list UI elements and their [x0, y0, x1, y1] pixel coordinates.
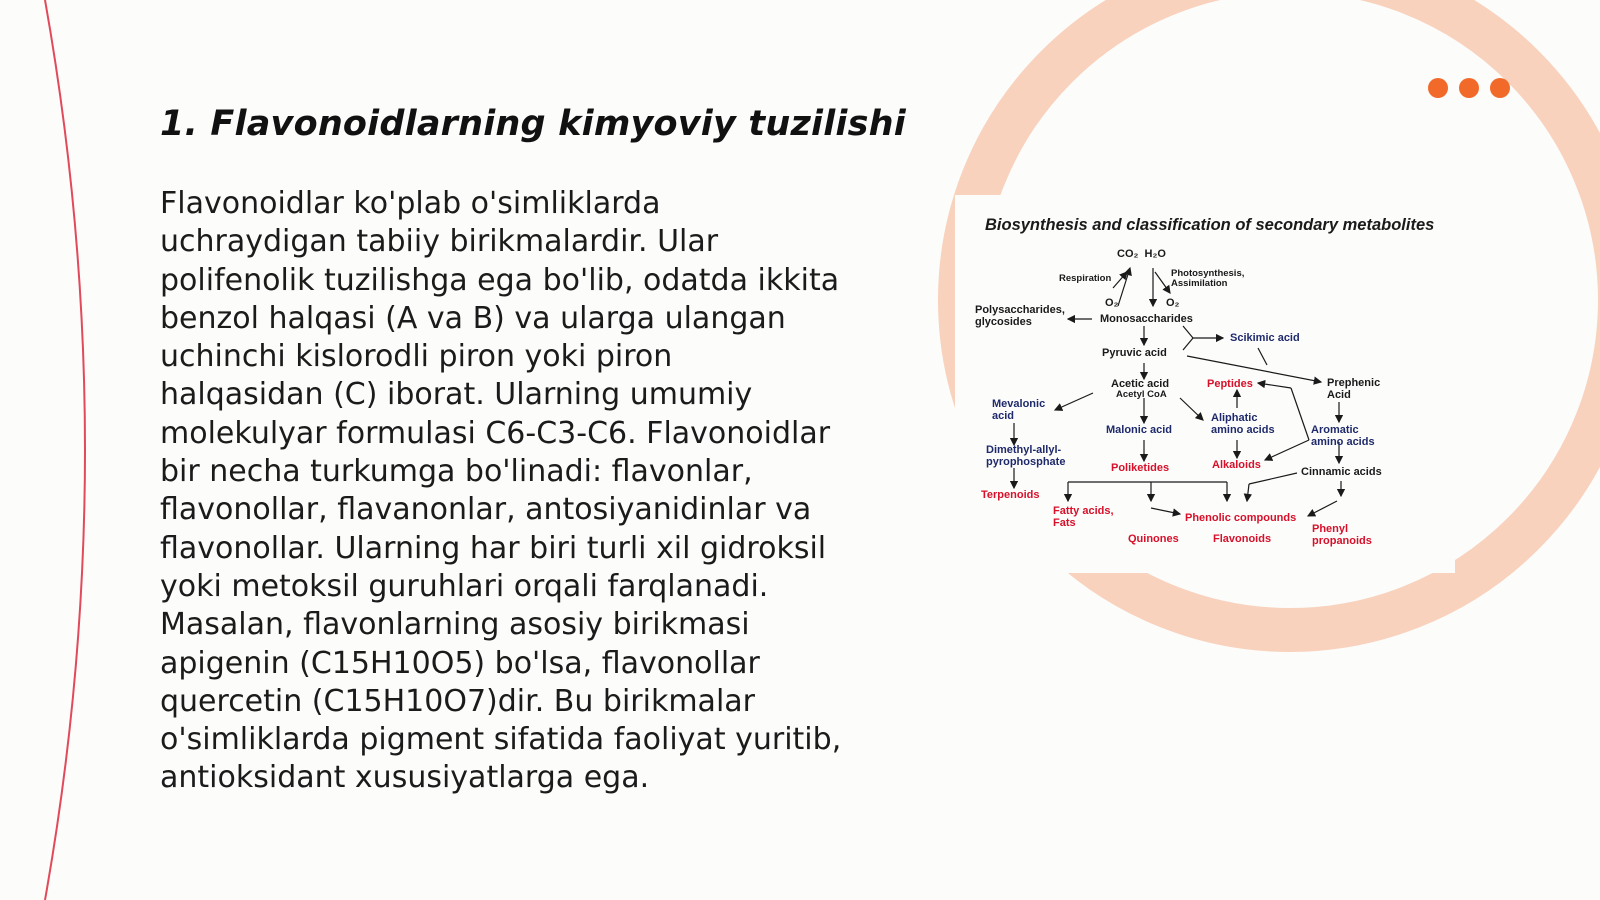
body-line: uchinchi kislorodli piron yoki piron [160, 339, 673, 375]
node-terpenoids: Terpenoids [981, 489, 1040, 501]
node-fatty-acids: Fatty acids, Fats [1053, 505, 1114, 529]
decorative-dot [1428, 78, 1448, 98]
decorative-dot [1490, 78, 1510, 98]
body-line: quercetin (C15H10O7)dir. Bu birikmalar [160, 683, 755, 719]
diagram-title: Biosynthesis and classification of secondary metabolites [985, 216, 1435, 234]
node-scikimic-acid: Scikimic acid [1230, 332, 1300, 344]
node-quinones: Quinones [1128, 533, 1179, 545]
node-aromatic-amino-acids: Aromatic amino acids [1311, 424, 1375, 448]
body-line: Flavonoidlar ko'plab o'simliklarda [160, 186, 661, 221]
metabolites-diagram-figure [975, 208, 1445, 578]
body-line: molekulyar formulasi C6-C3-C6. Flavonoidlar [160, 415, 831, 451]
decorative-dots [1428, 78, 1510, 98]
body-line: halqasidan (C) iborat. Ularning umumiy [160, 377, 753, 413]
node-poliketides: Poliketides [1111, 462, 1170, 474]
body-line: polifenolik tuzilishga ega bo'lib, odatda ikkita [160, 262, 840, 298]
node-acetic-acid: Acetic acid [1111, 378, 1170, 390]
left-curve-line [45, 0, 85, 900]
body-line: Masalan, flavonlarning asosiy birikmasi [160, 607, 750, 643]
node-prephenic-acid: Prephenic Acid [1327, 377, 1381, 401]
node-malonic-acid: Malonic acid [1106, 424, 1173, 436]
node-pyruvic-acid: Pyruvic acid [1102, 347, 1167, 359]
node-mevalonic-acid: Mevalonic acid [992, 398, 1046, 422]
node-respiration: Respiration [1059, 273, 1112, 284]
body-line: flavonollar. Ularning har biri turli xil gidroksil [160, 530, 827, 566]
node-flavonoids: Flavonoids [1213, 533, 1272, 545]
body-line: yoki metoksil guruhlari orqali farqlanadi. [160, 568, 769, 604]
body-line: benzol halqasi (A va B) va ularga ulangan [160, 300, 786, 336]
node-o2-right: O₂ [1166, 297, 1180, 309]
decorative-dot [1459, 78, 1479, 98]
node-polysaccharides: Polysaccharides, glycosides [975, 304, 1065, 328]
node-aliphatic-amino-acids: Aliphatic amino acids [1211, 412, 1275, 436]
slide-title: 1. Flavonoidlarning kimyoviy tuzilishi [160, 104, 906, 144]
body-line: antioksidant xususiyatlarga ega. [160, 760, 650, 796]
body-line: uchraydigan tabiiy birikmalardir. Ular [160, 224, 719, 260]
node-cinnamic-acids: Cinnamic acids [1301, 466, 1382, 478]
body-line: apigenin (C15H10O5) bo'lsa, flavonollar [160, 645, 760, 681]
node-co2-h2o: CO₂ H₂O [1117, 248, 1166, 260]
node-peptides: Peptides [1207, 378, 1253, 390]
body-line: bir necha turkumga bo'linadi: flavonlar, [160, 454, 753, 490]
node-acetyl-coa: Acetyl CoA [1116, 389, 1167, 400]
node-dimethyl-allyl-pyrophosphate: Dimethyl-allyl- pyrophosphate [986, 444, 1066, 468]
body-line: o'simliklarda pigment sifatida faoliyat yuritib, [160, 722, 842, 758]
node-monosaccharides: Monosaccharides [1100, 313, 1193, 325]
node-photosynthesis: Photosynthesis, Assimilation [1171, 268, 1245, 289]
node-phenyl-propanoids: Phenyl propanoids [1312, 523, 1372, 547]
node-phenolic-compounds: Phenolic compounds [1185, 512, 1297, 524]
node-alkaloids: Alkaloids [1212, 459, 1261, 471]
node-o2-left: O₂ [1105, 297, 1119, 309]
slide-body-text [160, 185, 845, 798]
body-line: flavonollar, flavanonlar, antosiyanidinlar va [160, 492, 812, 528]
